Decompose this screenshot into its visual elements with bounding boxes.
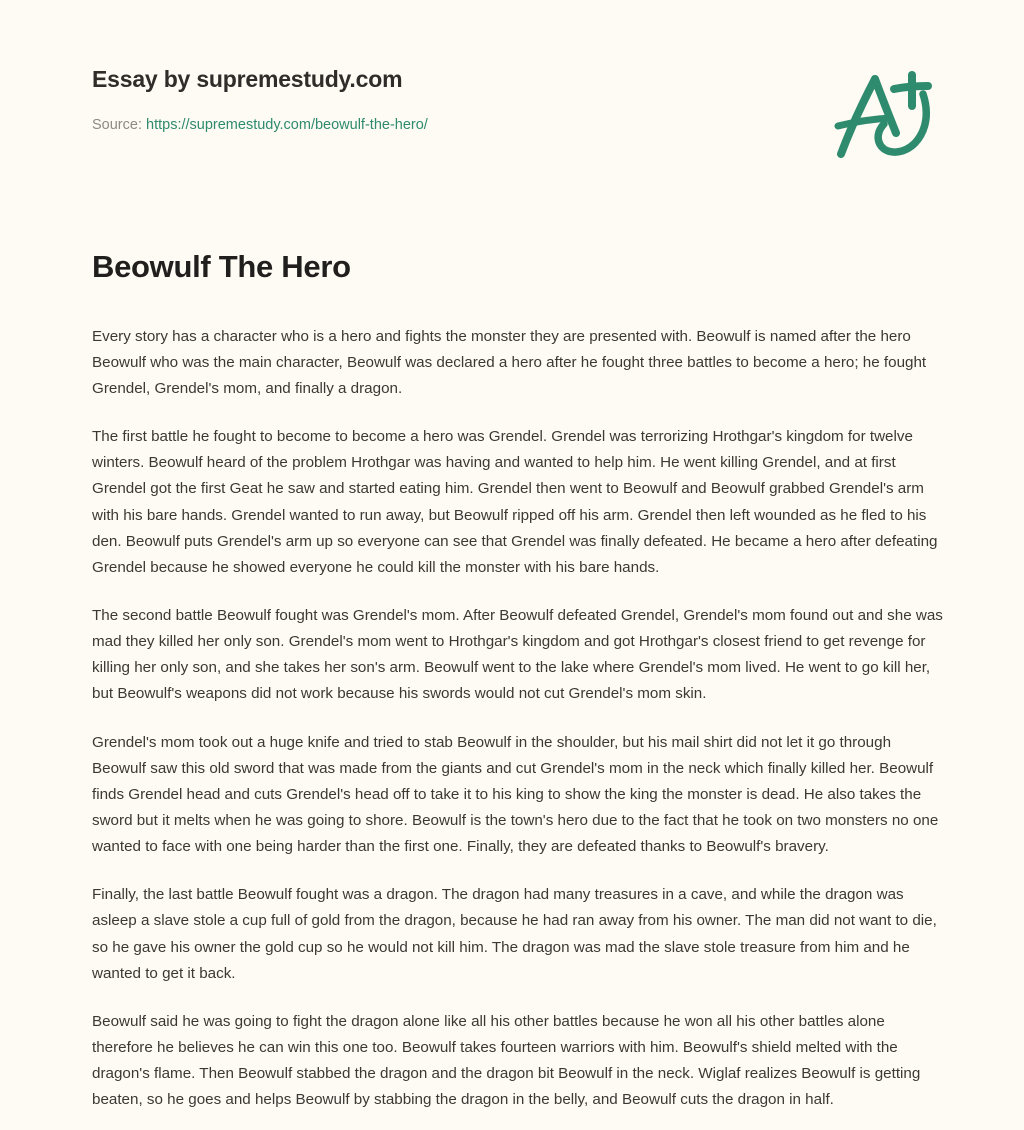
paragraph: Beowulf said he was going to fight the dragon alone like all his other battles because he won all his other battles alone therefore he believes he can win this one too. Beowulf takes fourteen warriors with him. Beowulf's shield melted with the dragon's flame. Then Beowulf stabbed the dragon and the dragon bit Beowulf in the neck. Wiglaf realizes Beowulf is getting beaten, so he goes and helps Beowulf by stabbing the dragon in the belly, and Beowulf cuts the dragon in half. bbox=[92, 1012, 921, 1109]
site-title: Essay by supremestudy.com bbox=[92, 66, 403, 92]
paragraph: Finally, the last battle Beowulf fought was a dragon. The dragon had many treasures in a cave, and while the dragon was asleep a slave stole a cup full of gold from the dragon, because he had ran away from his owner. The man did not want to die, so he gave his owner the gold cup so he would not kill him. The dragon was mad the slave stole treasure from him and he wanted to get it back. bbox=[92, 886, 937, 982]
article-body bbox=[92, 287, 946, 1114]
source-url-link[interactable]: https://supremestudy.com/beowulf-the-hero/ bbox=[146, 116, 428, 133]
paragraph: The second battle Beowulf fought was Grendel's mom. After Beowulf defeated Grendel, Grendel's mom found out and she was mad they killed her only son. Grendel's mom went to Hrothgar's kingdom and got Hrothgar's closest friend to get revenge for killing her only son, and she takes her son's arm. Beowulf went to the lake where Grendel's mom lived. He went to go kill her, but Beowulf's weapons did not work because his swords would not cut Grendel's mom skin. bbox=[92, 607, 943, 703]
source-label: Source: bbox=[92, 116, 142, 133]
paragraph: Grendel's mom took out a huge knife and tried to stab Beowulf in the shoulder, but his mail shirt did not let it go through Beowulf saw this old sword that was made from the giants and cut Grendel's mom in the neck which finally killed her. Beowulf finds Grendel head and cuts Grendel's head off to take it to his king to show the king the monster is dead. He also takes the sword but it melts when he was going to shore. Beowulf is the town's hero due to the fact that he took on two monsters no one wanted to face with one being harder than the first one. Finally, they are defeated thanks to Beowulf's bravery. bbox=[92, 733, 939, 856]
paragraph: The first battle he fought to become to become a hero was Grendel. Grendel was terrorizing Hrothgar's kingdom for twelve winters. Beowulf heard of the problem Hrothgar was having and wanted to help him. He went killing Grendel, and at first Grendel got the first Geat he saw and started eating him. Grendel then went to Beowulf and Beowulf grabbed Grendel's arm with his bare hands. Grendel wanted to run away, but Beowulf ripped off his arm. Grendel then left wounded as he fled to his den. Beowulf puts Grendel's arm up so everyone can see that Grendel was finally defeated. He became a hero after defeating Grendel because he showed everyone he could kill the monster with his bare hands. bbox=[92, 428, 938, 576]
paragraph: Every story has a character who is a hero and fights the monster they are presented with. Beowulf is named after the hero Beowulf who was the main character, Beowulf was declared a hero after he fought three battles to become a hero; he fought Grendel, Grendel's mom, and finally a dragon. bbox=[92, 327, 927, 398]
page-title: Beowulf The Hero bbox=[92, 249, 351, 284]
article bbox=[0, 166, 1024, 1113]
a-plus-logo-icon bbox=[820, 54, 940, 166]
source-line bbox=[92, 116, 428, 135]
page-header bbox=[0, 0, 1024, 166]
header-text-block bbox=[92, 58, 428, 134]
